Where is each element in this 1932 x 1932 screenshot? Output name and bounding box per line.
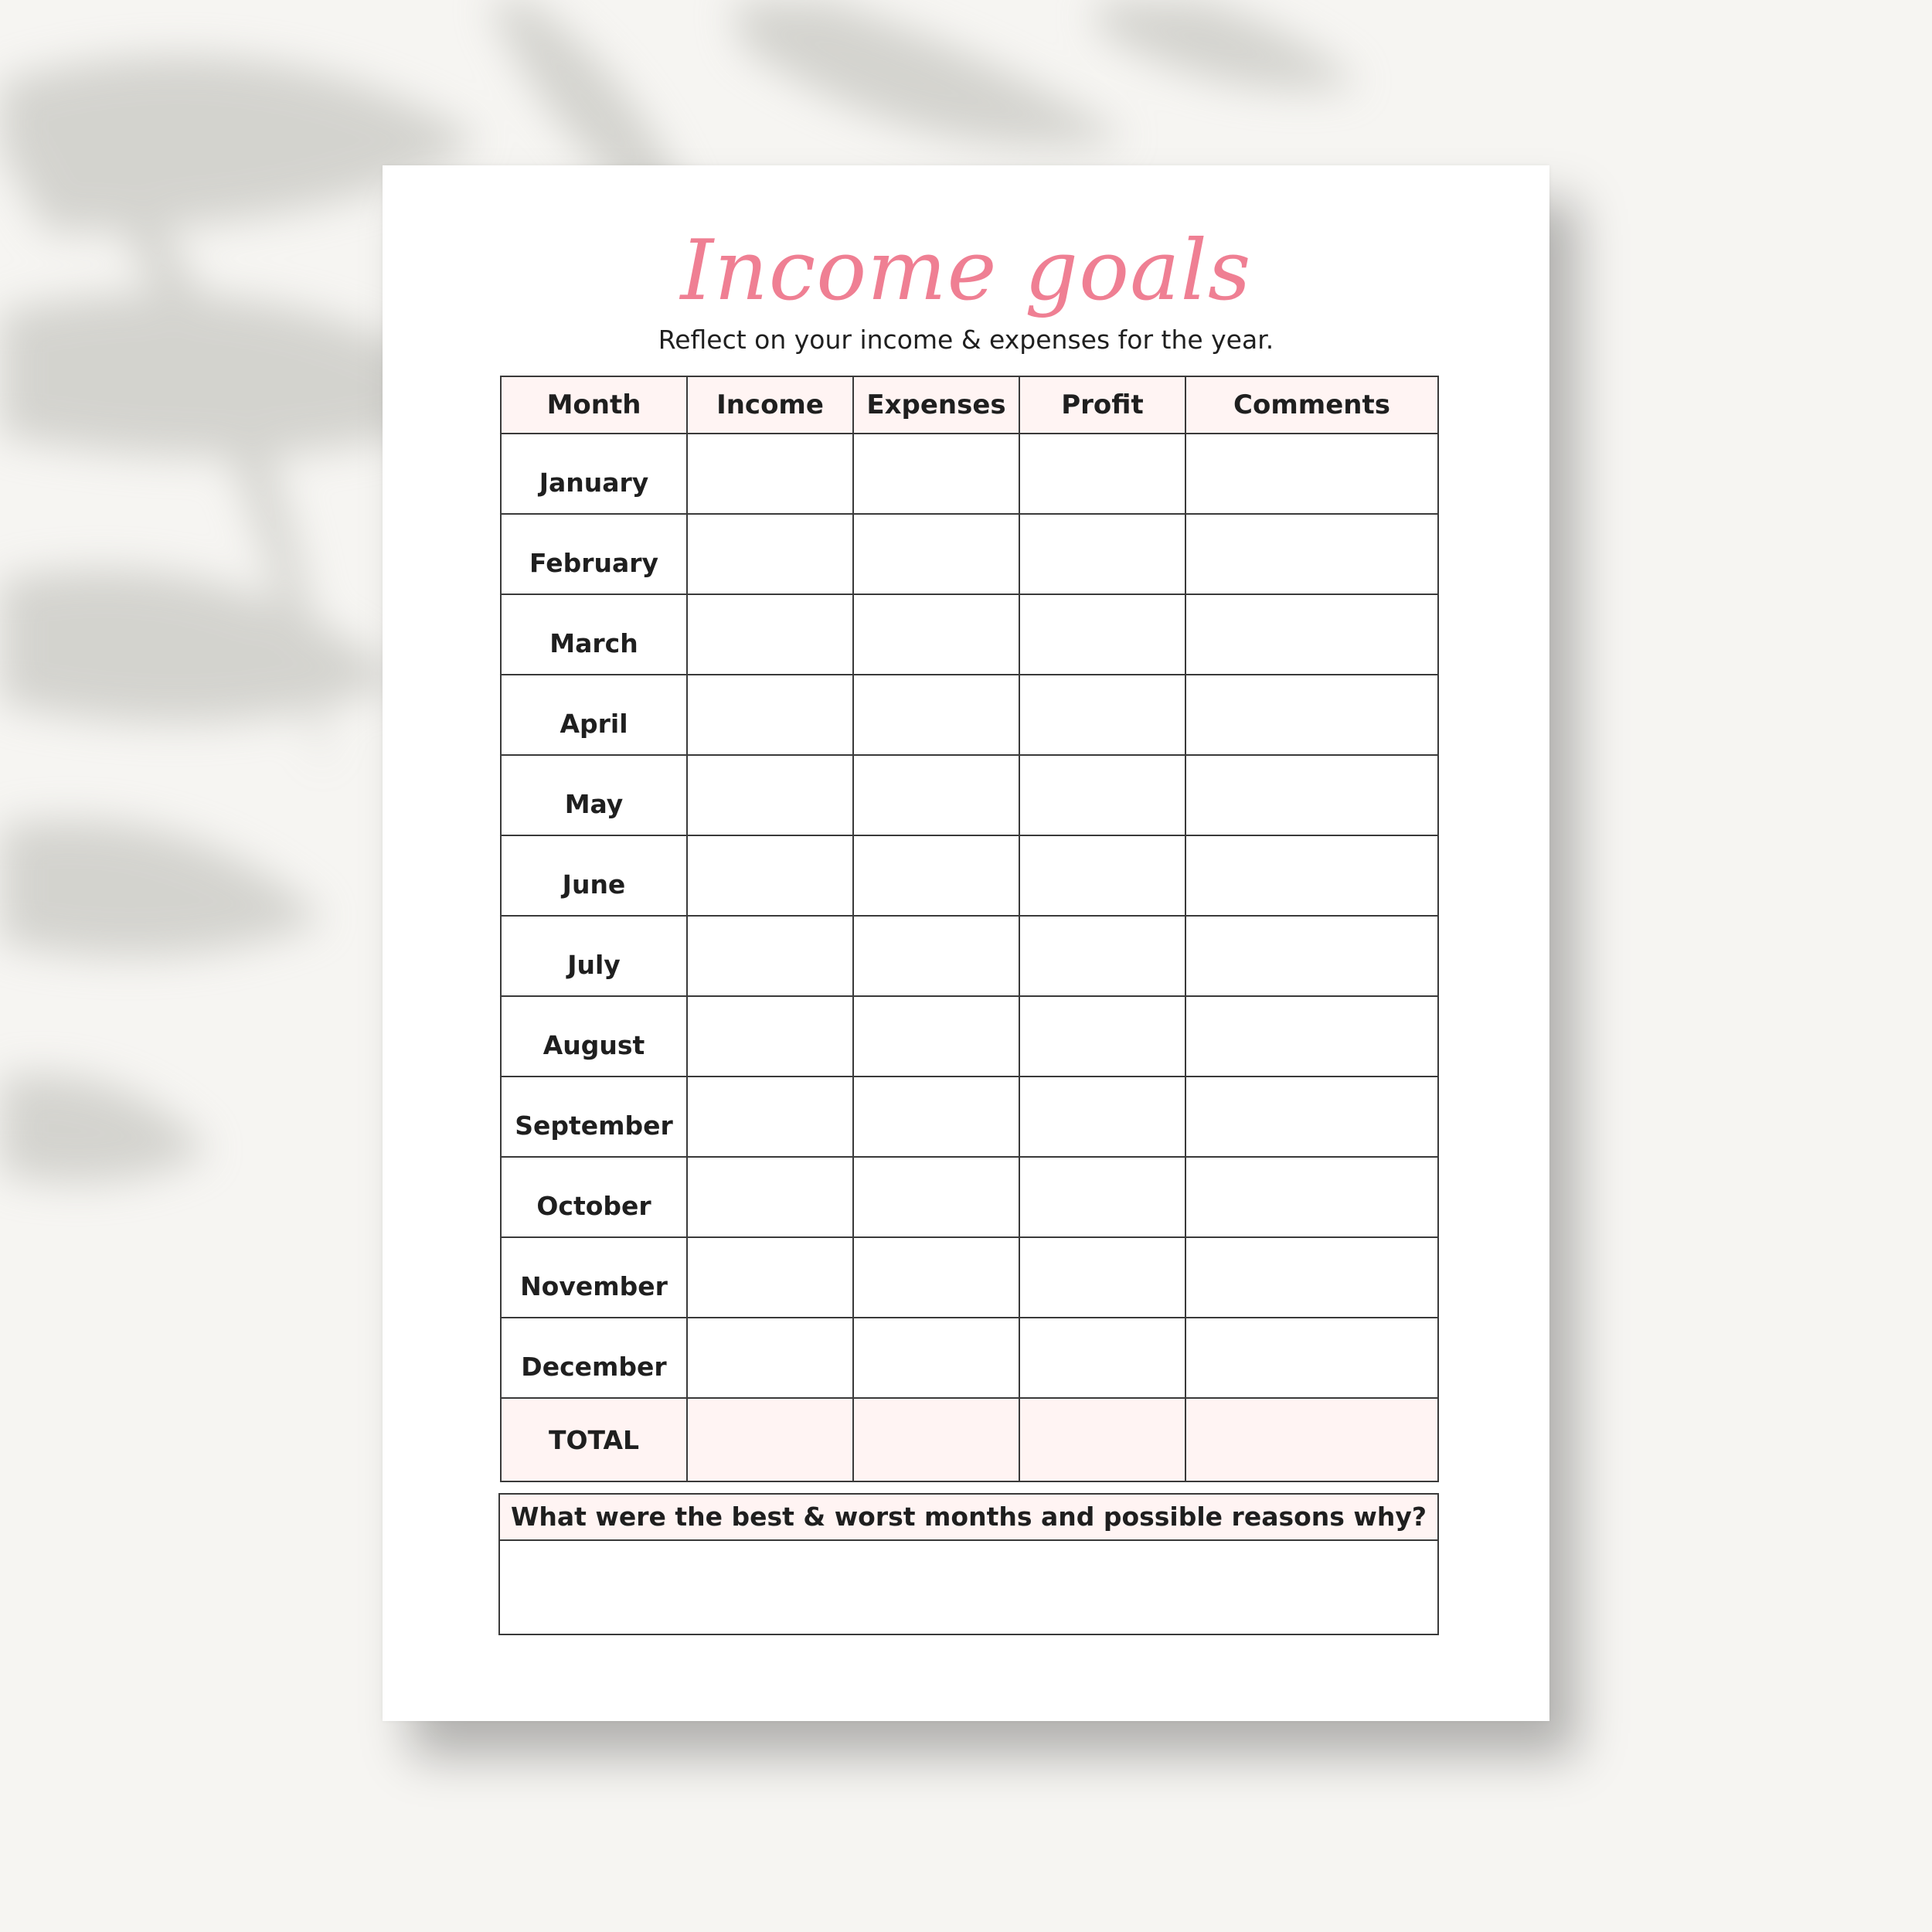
- total-income-cell[interactable]: [687, 1398, 853, 1481]
- profit-cell[interactable]: [1019, 916, 1185, 996]
- income-cell[interactable]: [687, 675, 853, 755]
- reflection-box: [498, 1493, 1439, 1635]
- profit-cell[interactable]: [1019, 835, 1185, 916]
- comments-cell[interactable]: [1185, 1318, 1438, 1398]
- expenses-cell[interactable]: [853, 755, 1019, 835]
- profit-cell[interactable]: [1019, 1077, 1185, 1157]
- month-label: December: [501, 1318, 687, 1398]
- income-cell[interactable]: [687, 434, 853, 514]
- table-row: [501, 675, 1438, 755]
- table-row: [501, 594, 1438, 675]
- comments-cell[interactable]: [1185, 1157, 1438, 1237]
- profit-cell[interactable]: [1019, 1157, 1185, 1237]
- comments-cell[interactable]: [1185, 1237, 1438, 1318]
- month-label: June: [501, 835, 687, 916]
- profit-cell[interactable]: [1019, 996, 1185, 1077]
- comments-cell[interactable]: [1185, 996, 1438, 1077]
- month-label: November: [501, 1237, 687, 1318]
- column-header-profit: Profit: [1019, 376, 1185, 434]
- reflection-question: What were the best & worst months and possible reasons why?: [500, 1495, 1437, 1541]
- month-label: January: [501, 434, 687, 514]
- planner-page: [383, 165, 1549, 1721]
- expenses-cell[interactable]: [853, 1077, 1019, 1157]
- expenses-cell[interactable]: [853, 1157, 1019, 1237]
- table-row: [501, 835, 1438, 916]
- expenses-cell[interactable]: [853, 1318, 1019, 1398]
- table-row: [501, 996, 1438, 1077]
- month-label: April: [501, 675, 687, 755]
- table-row: [501, 1157, 1438, 1237]
- income-cell[interactable]: [687, 594, 853, 675]
- table-row: [501, 916, 1438, 996]
- table-row: [501, 1237, 1438, 1318]
- column-header-expenses: Expenses: [853, 376, 1019, 434]
- income-cell[interactable]: [687, 996, 853, 1077]
- page-title: Income goals: [680, 223, 1252, 319]
- expenses-cell[interactable]: [853, 835, 1019, 916]
- table-row: [501, 434, 1438, 514]
- table-row: [501, 1077, 1438, 1157]
- month-label: February: [501, 514, 687, 594]
- expenses-cell[interactable]: [853, 594, 1019, 675]
- month-label: October: [501, 1157, 687, 1237]
- income-cell[interactable]: [687, 1237, 853, 1318]
- table-header-row: [501, 376, 1438, 434]
- total-label: TOTAL: [501, 1398, 687, 1481]
- month-label: September: [501, 1077, 687, 1157]
- income-goals-table: [500, 376, 1439, 1482]
- income-cell[interactable]: [687, 835, 853, 916]
- profit-cell[interactable]: [1019, 755, 1185, 835]
- profit-cell[interactable]: [1019, 434, 1185, 514]
- table-row: [501, 1318, 1438, 1398]
- expenses-cell[interactable]: [853, 675, 1019, 755]
- comments-cell[interactable]: [1185, 514, 1438, 594]
- month-label: May: [501, 755, 687, 835]
- expenses-cell[interactable]: [853, 434, 1019, 514]
- profit-cell[interactable]: [1019, 594, 1185, 675]
- reflection-answer-area[interactable]: [500, 1541, 1437, 1632]
- profit-cell[interactable]: [1019, 1237, 1185, 1318]
- comments-cell[interactable]: [1185, 835, 1438, 916]
- income-cell[interactable]: [687, 1318, 853, 1398]
- comments-cell[interactable]: [1185, 675, 1438, 755]
- income-cell[interactable]: [687, 514, 853, 594]
- total-profit-cell[interactable]: [1019, 1398, 1185, 1481]
- income-cell[interactable]: [687, 1157, 853, 1237]
- expenses-cell[interactable]: [853, 996, 1019, 1077]
- comments-cell[interactable]: [1185, 916, 1438, 996]
- column-header-income: Income: [687, 376, 853, 434]
- month-label: July: [501, 916, 687, 996]
- column-header-comments: Comments: [1185, 376, 1438, 434]
- expenses-cell[interactable]: [853, 1237, 1019, 1318]
- page-subtitle: Reflect on your income & expenses for the year.: [658, 325, 1274, 355]
- income-cell[interactable]: [687, 1077, 853, 1157]
- income-cell[interactable]: [687, 755, 853, 835]
- income-cell[interactable]: [687, 916, 853, 996]
- month-label: August: [501, 996, 687, 1077]
- expenses-cell[interactable]: [853, 514, 1019, 594]
- table-row: [501, 755, 1438, 835]
- comments-cell[interactable]: [1185, 755, 1438, 835]
- profit-cell[interactable]: [1019, 675, 1185, 755]
- comments-cell[interactable]: [1185, 434, 1438, 514]
- table-row: [501, 514, 1438, 594]
- profit-cell[interactable]: [1019, 514, 1185, 594]
- total-row: [501, 1398, 1438, 1481]
- total-expenses-cell[interactable]: [853, 1398, 1019, 1481]
- month-label: March: [501, 594, 687, 675]
- column-header-month: Month: [501, 376, 687, 434]
- profit-cell[interactable]: [1019, 1318, 1185, 1398]
- comments-cell[interactable]: [1185, 1077, 1438, 1157]
- total-comments-cell[interactable]: [1185, 1398, 1438, 1481]
- comments-cell[interactable]: [1185, 594, 1438, 675]
- expenses-cell[interactable]: [853, 916, 1019, 996]
